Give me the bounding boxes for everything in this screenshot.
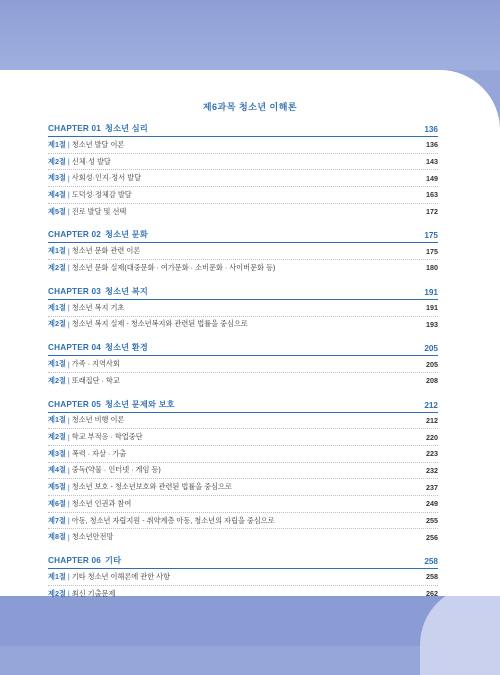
chapter-block bbox=[48, 398, 438, 546]
section-number: 제2절 bbox=[48, 319, 66, 329]
section-number: 제8절 bbox=[48, 532, 66, 542]
section-title: 청소년 발달 이론 bbox=[71, 139, 125, 149]
section-title: 청소년안전망 bbox=[71, 532, 114, 542]
separator-bar: | bbox=[67, 246, 70, 256]
section-page-number: 205 bbox=[426, 359, 438, 369]
separator-bar: | bbox=[67, 173, 70, 183]
chapter-page-number: 136 bbox=[424, 125, 438, 134]
toc-entry[interactable] bbox=[48, 569, 438, 586]
toc-entry-label bbox=[48, 263, 275, 273]
section-title: 아동, 청소년 자립지원 - 취약계층 아동, 청소년의 자립을 중심으로 bbox=[71, 515, 275, 525]
section-number: 제1절 bbox=[48, 139, 66, 149]
toc-entry[interactable] bbox=[48, 479, 438, 496]
chapter-page-number: 258 bbox=[424, 557, 438, 567]
toc-entry[interactable] bbox=[48, 463, 438, 480]
separator-bar: | bbox=[67, 319, 70, 329]
section-number: 제1절 bbox=[48, 302, 66, 312]
chapter-number: CHAPTER 02 bbox=[48, 230, 101, 240]
toc-entry-label bbox=[48, 532, 113, 542]
toc-entry-label bbox=[48, 140, 124, 150]
separator-bar: | bbox=[67, 482, 70, 492]
section-page-number: 249 bbox=[426, 499, 438, 509]
section-page-number: 136 bbox=[426, 140, 438, 150]
toc-entry[interactable] bbox=[48, 243, 438, 260]
section-page-number: 180 bbox=[426, 263, 438, 273]
toc-entry-label bbox=[48, 432, 143, 442]
separator-bar: | bbox=[67, 263, 70, 273]
section-number: 제5절 bbox=[48, 206, 66, 216]
toc-entry[interactable] bbox=[48, 446, 438, 463]
section-number: 제7절 bbox=[48, 515, 66, 525]
section-title: 청소년 복지 실제 - 청소년복지와 관련된 법률을 중심으로 bbox=[71, 319, 248, 329]
section-page-number: 223 bbox=[426, 449, 438, 459]
chapter-title: 기타 bbox=[104, 556, 122, 566]
section-page-number: 172 bbox=[426, 207, 438, 217]
section-number: 제6절 bbox=[48, 498, 66, 508]
chapter-number: CHAPTER 03 bbox=[48, 286, 101, 296]
chapter-page-number: 205 bbox=[424, 344, 438, 354]
chapter-block bbox=[48, 122, 438, 219]
section-number: 제3절 bbox=[48, 448, 66, 458]
section-page-number: 237 bbox=[426, 482, 438, 492]
section-title: 사회성·인지·정서 발달 bbox=[71, 173, 142, 183]
toc-entry-label bbox=[48, 572, 170, 582]
section-title: 도덕성·정체감 발달 bbox=[71, 189, 132, 199]
section-page-number: 256 bbox=[426, 532, 438, 542]
chapter-page-number: 175 bbox=[424, 231, 438, 241]
chapter-label bbox=[48, 399, 175, 410]
toc-entry[interactable] bbox=[48, 137, 438, 154]
chapter-label bbox=[48, 342, 148, 353]
toc-entry-label bbox=[48, 376, 120, 386]
toc-entry[interactable] bbox=[48, 204, 438, 220]
toc-entry-label bbox=[48, 303, 124, 313]
section-page-number: 232 bbox=[426, 465, 438, 475]
chapter-page-number: 191 bbox=[424, 287, 438, 297]
top-decorative-band bbox=[0, 0, 500, 70]
toc-entry-label bbox=[48, 465, 161, 475]
chapter-number: CHAPTER 01 bbox=[48, 124, 101, 133]
section-number: 제2절 bbox=[48, 588, 66, 598]
section-page-number: 212 bbox=[426, 415, 438, 425]
section-title: 청소년 문화 실제(대중문화 · 여가문화 · 소비문화 · 사이버문화 등) bbox=[71, 262, 276, 272]
chapter-heading[interactable] bbox=[48, 285, 438, 300]
section-page-number: 191 bbox=[426, 303, 438, 313]
section-number: 제2절 bbox=[48, 156, 66, 166]
chapter-block bbox=[48, 228, 438, 275]
chapter-title: 청소년 문화 bbox=[104, 230, 148, 240]
separator-bar: | bbox=[67, 589, 70, 599]
separator-bar: | bbox=[67, 359, 70, 369]
section-title: 최신 기출문제 bbox=[71, 588, 116, 598]
separator-bar: | bbox=[67, 432, 70, 442]
separator-bar: | bbox=[67, 190, 70, 200]
chapter-heading[interactable] bbox=[48, 398, 438, 413]
section-page-number: 143 bbox=[426, 157, 438, 167]
contents-page bbox=[0, 70, 500, 599]
separator-bar: | bbox=[67, 465, 70, 475]
section-title: 신체·성 발달 bbox=[71, 156, 111, 166]
chapter-title: 청소년 심리 bbox=[104, 124, 148, 133]
chapter-title: 청소년 복지 bbox=[104, 286, 148, 296]
toc-entry[interactable] bbox=[48, 260, 438, 276]
chapter-heading[interactable] bbox=[48, 341, 438, 356]
separator-bar: | bbox=[67, 532, 70, 542]
toc-entry[interactable] bbox=[48, 373, 438, 389]
chapter-page-number: 212 bbox=[424, 400, 438, 410]
toc-entry[interactable] bbox=[48, 496, 438, 513]
chapter-heading[interactable] bbox=[48, 122, 438, 137]
toc-entry-label bbox=[48, 499, 131, 509]
section-page-number: 193 bbox=[426, 319, 438, 329]
separator-bar: | bbox=[67, 303, 70, 313]
section-number: 제1절 bbox=[48, 246, 66, 256]
section-number: 제2절 bbox=[48, 262, 66, 272]
toc-entry-label bbox=[48, 319, 248, 329]
toc-entry[interactable] bbox=[48, 154, 438, 171]
chapter-title: 청소년 문제와 보호 bbox=[104, 399, 175, 409]
section-page-number: 208 bbox=[426, 376, 438, 386]
part-title: 제6과목 청소년 이해론 bbox=[202, 102, 298, 112]
section-title: 중독(약물 · 인터넷 · 게임 등) bbox=[71, 465, 161, 475]
toc-entry[interactable] bbox=[48, 513, 438, 530]
toc-entry[interactable] bbox=[48, 413, 438, 430]
section-title: 청소년 보호 - 청소년보호와 관련된 법률을 중심으로 bbox=[71, 482, 232, 492]
toc-entry[interactable] bbox=[48, 586, 438, 602]
chapter-label bbox=[48, 286, 148, 297]
toc-entry-label bbox=[48, 157, 111, 167]
table-of-contents bbox=[48, 122, 438, 610]
chapter-label bbox=[48, 229, 148, 240]
section-page-number: 175 bbox=[426, 246, 438, 256]
toc-entry-label bbox=[48, 190, 132, 200]
section-number: 제2절 bbox=[48, 432, 66, 442]
section-title: 학교 부적응 · 학업중단 bbox=[71, 432, 143, 442]
section-number: 제3절 bbox=[48, 173, 66, 183]
toc-entry-label bbox=[48, 246, 140, 256]
section-title: 가족 · 지역사회 bbox=[71, 359, 120, 369]
section-number: 제2절 bbox=[48, 375, 66, 385]
section-page-number: 262 bbox=[426, 589, 438, 599]
separator-bar: | bbox=[67, 572, 70, 582]
section-number: 제5절 bbox=[48, 482, 66, 492]
toc-entry-label bbox=[48, 449, 126, 459]
section-number: 제1절 bbox=[48, 359, 66, 369]
separator-bar: | bbox=[67, 376, 70, 386]
section-title: 폭력 · 자살 · 가출 bbox=[71, 448, 127, 458]
section-title: 또래집단 · 학교 bbox=[71, 375, 120, 385]
chapter-title: 청소년 환경 bbox=[104, 343, 148, 353]
toc-entry[interactable] bbox=[48, 356, 438, 373]
section-number: 제4절 bbox=[48, 189, 66, 199]
separator-bar: | bbox=[67, 449, 70, 459]
section-title: 청소년 인권과 참여 bbox=[71, 498, 132, 508]
toc-entry-label bbox=[48, 482, 232, 492]
section-page-number: 220 bbox=[426, 432, 438, 442]
section-page-number: 255 bbox=[426, 516, 438, 526]
chapter-number: CHAPTER 06 bbox=[48, 556, 101, 566]
chapter-label bbox=[48, 123, 148, 134]
separator-bar: | bbox=[67, 415, 70, 425]
toc-entry-label bbox=[48, 207, 126, 217]
toc-entry-label bbox=[48, 589, 115, 599]
separator-bar: | bbox=[67, 207, 70, 217]
toc-entry-label bbox=[48, 359, 120, 369]
separator-bar: | bbox=[67, 499, 70, 509]
chapter-heading[interactable] bbox=[48, 554, 438, 569]
separator-bar: | bbox=[67, 157, 70, 167]
toc-entry[interactable] bbox=[48, 187, 438, 204]
toc-entry-label bbox=[48, 415, 124, 425]
toc-entry[interactable] bbox=[48, 300, 438, 317]
section-title: 진로 발달 및 선택 bbox=[71, 206, 127, 216]
chapter-label bbox=[48, 555, 121, 566]
chapter-number: CHAPTER 04 bbox=[48, 343, 101, 353]
section-page-number: 149 bbox=[426, 173, 438, 183]
section-title: 기타 청소년 이해론에 관한 사항 bbox=[71, 571, 171, 581]
chapter-block bbox=[48, 341, 438, 388]
section-number: 제1절 bbox=[48, 571, 66, 581]
toc-entry[interactable] bbox=[48, 529, 438, 545]
toc-entry-label bbox=[48, 516, 275, 526]
separator-bar: | bbox=[67, 140, 70, 150]
chapter-block bbox=[48, 554, 438, 601]
section-title: 청소년 문화 관련 이론 bbox=[71, 246, 141, 256]
toc-entry[interactable] bbox=[48, 170, 438, 187]
section-page-number: 258 bbox=[426, 572, 438, 582]
chapter-number: CHAPTER 05 bbox=[48, 399, 101, 409]
toc-entry[interactable] bbox=[48, 429, 438, 446]
separator-bar: | bbox=[67, 516, 70, 526]
section-page-number: 163 bbox=[426, 190, 438, 200]
section-number: 제1절 bbox=[48, 415, 66, 425]
toc-entry-label bbox=[48, 173, 141, 183]
section-number: 제4절 bbox=[48, 465, 66, 475]
toc-entry[interactable] bbox=[48, 317, 438, 333]
chapter-block bbox=[48, 285, 438, 332]
chapter-heading[interactable] bbox=[48, 228, 438, 243]
section-title: 청소년 복지 기초 bbox=[71, 302, 125, 312]
section-title: 청소년 비행 이론 bbox=[71, 415, 125, 425]
